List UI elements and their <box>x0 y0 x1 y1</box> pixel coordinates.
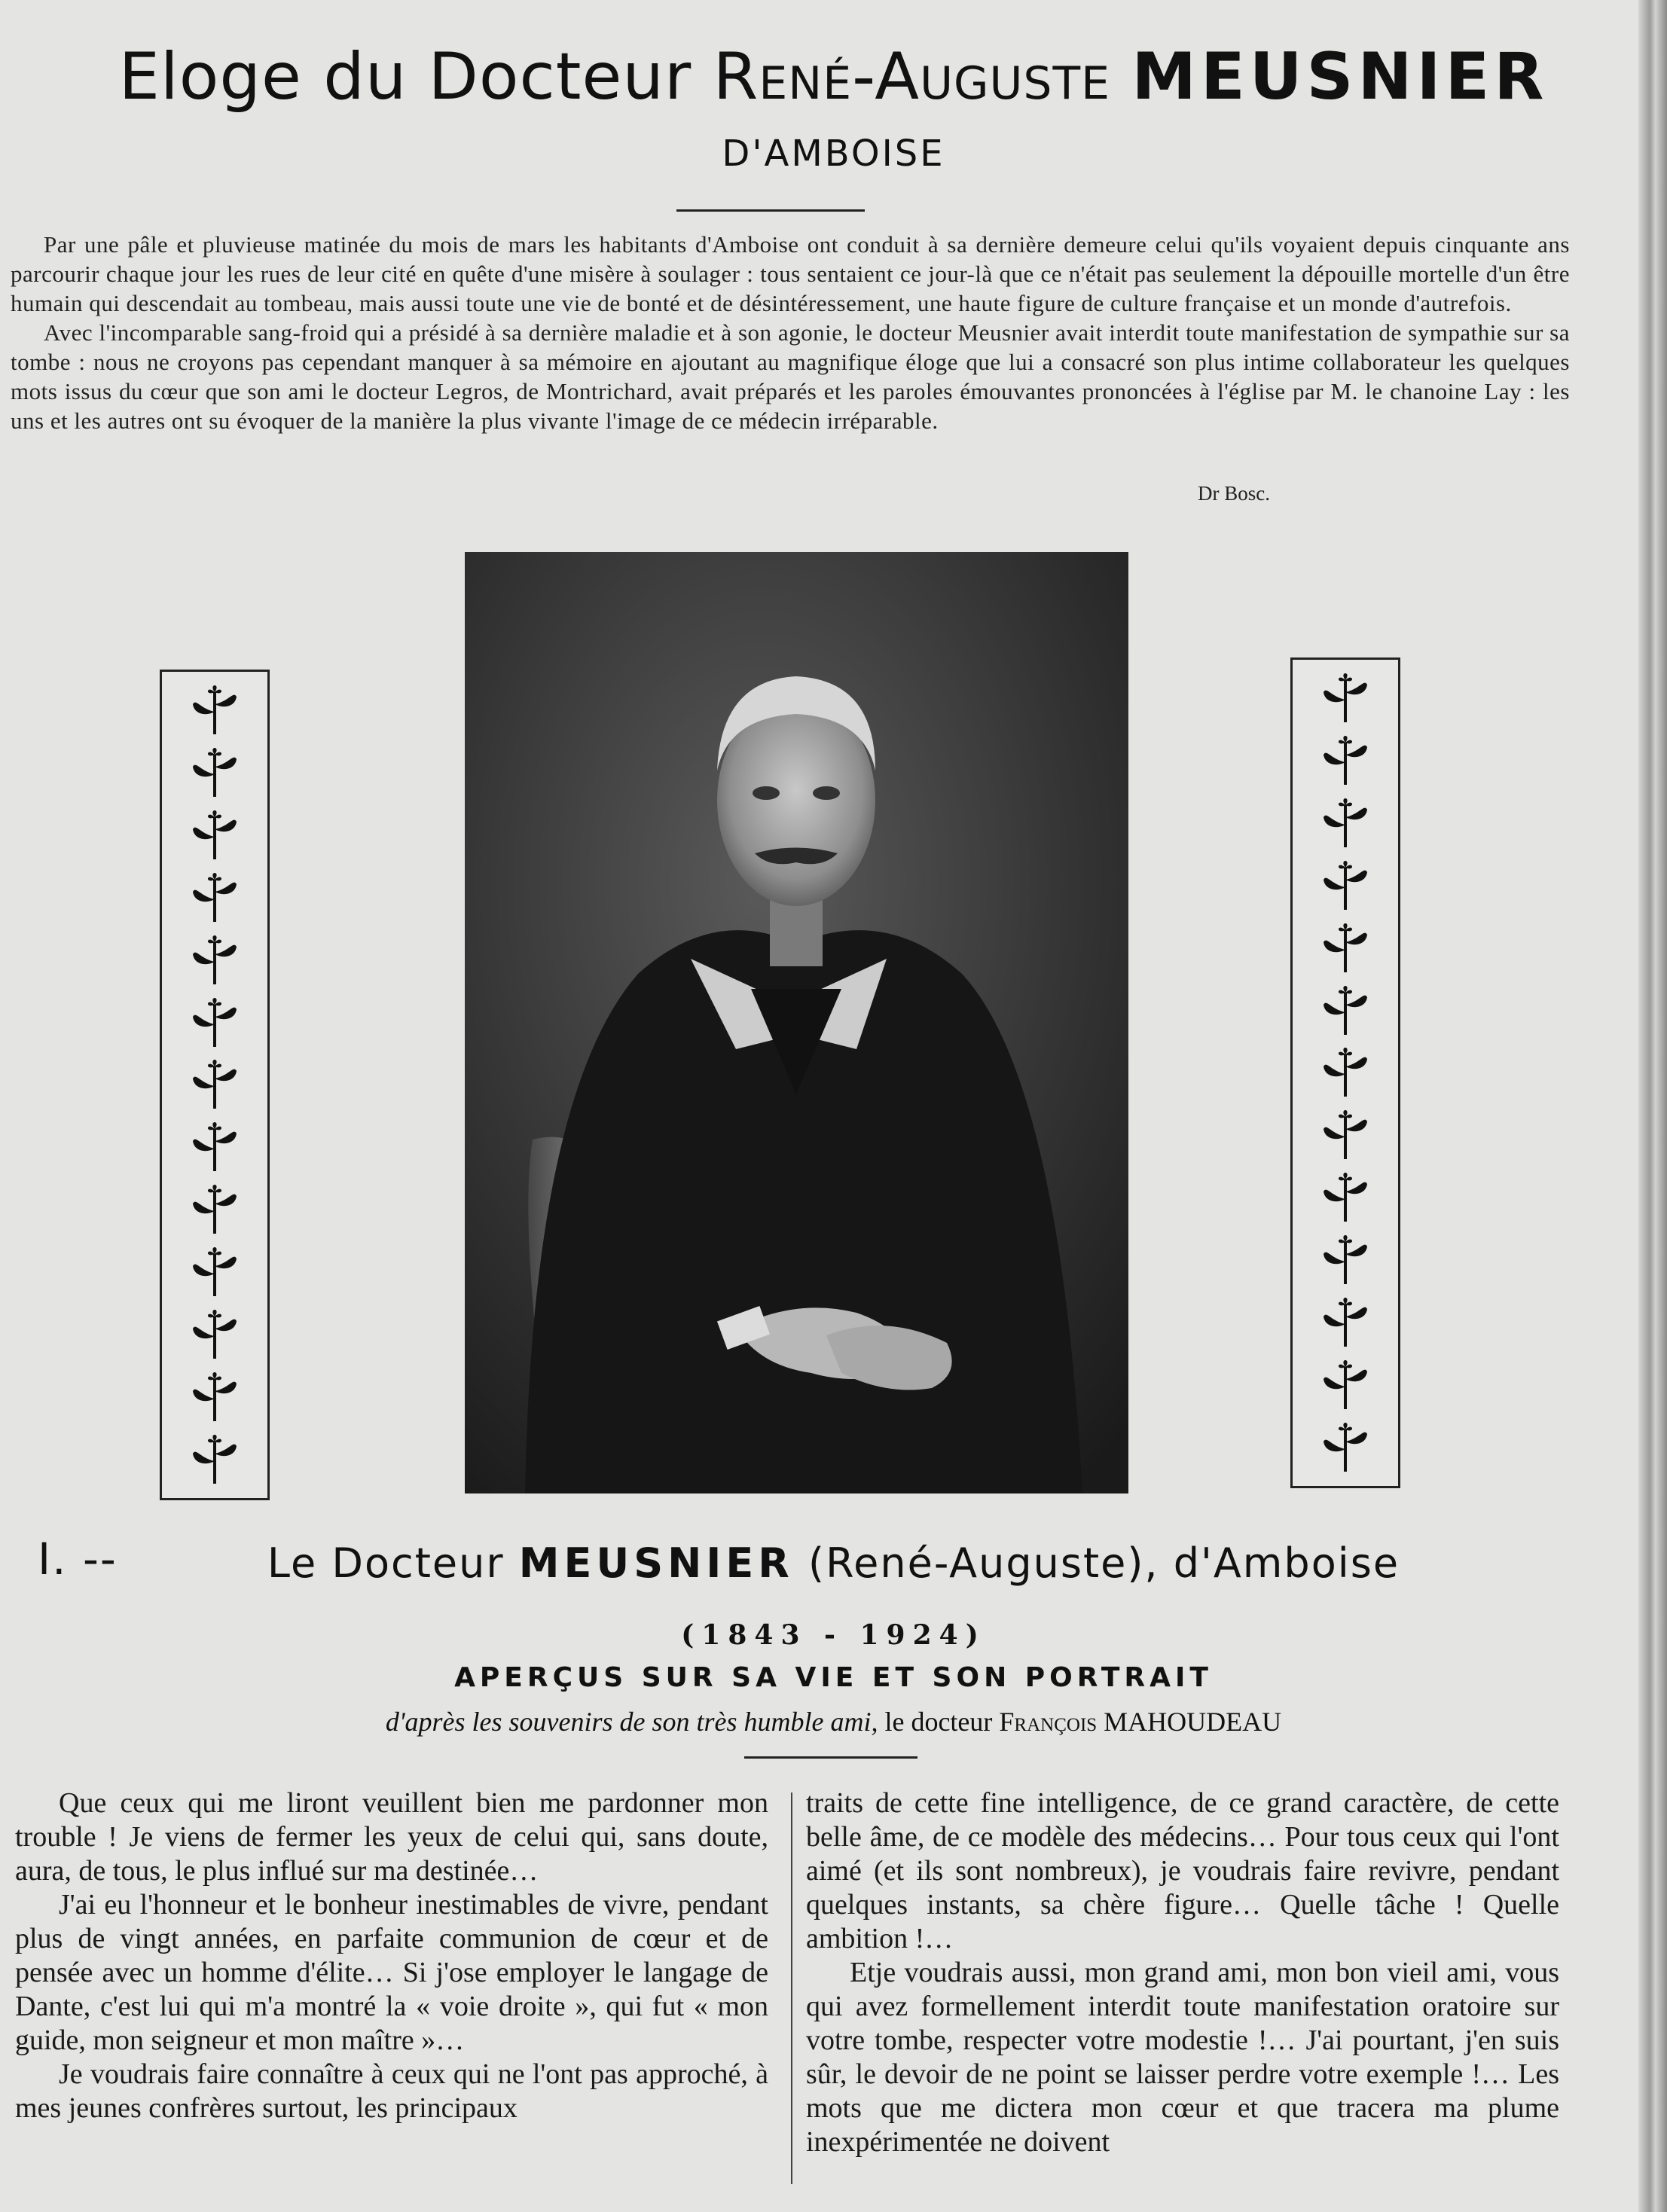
body-paragraph: Que ceux qui me liront veuillent bien me pardonner mon trouble ! Je viens de fermer les yeux de celui qui, sans doute, aura, de tous, le plus influé sur ma destinée… <box>15 1787 768 1887</box>
intro-text <box>11 230 1570 435</box>
leaf-sprig-icon <box>1316 920 1375 977</box>
leaf-sprig-icon <box>1316 670 1375 727</box>
byline-italic: d'après les souvenirs de son très humble ami, <box>385 1707 878 1737</box>
leaf-sprig-icon <box>185 1431 244 1488</box>
section-title-surname: MEUSNIER <box>518 1539 794 1587</box>
leaf-sprig-icon <box>1316 1356 1375 1414</box>
body-paragraph: Etje voudrais aussi, mon grand ami, mon bon vieil ami, vous qui avez formellement interdit toute manifestation oratoire sur votre tombe, respecter votre modestie !… J'ai pourtant, j'en suis sûr, le devoir de ne point se laisser perdre votre exemple !… Les mots que me dictera mon cœur et que tracera ma plume inexpérimentée ne doivent <box>806 1957 1559 2158</box>
leaf-sprig-icon <box>185 1243 244 1301</box>
leaf-sprig-icon <box>1316 982 1375 1039</box>
leaf-sprig-icon <box>185 994 244 1051</box>
body-column-right <box>806 1786 1559 2159</box>
title-divider <box>676 209 865 212</box>
leaf-sprig-icon <box>185 932 244 989</box>
section-title-suffix: (René-Auguste), d'Amboise <box>793 1539 1400 1587</box>
ornament-band-right <box>1290 657 1400 1488</box>
leaf-sprig-icon <box>1316 1106 1375 1164</box>
byline-plain: le docteur <box>878 1707 1000 1737</box>
ornament-band-left <box>160 670 270 1500</box>
page-subtitle: D'AMBOISE <box>722 133 945 175</box>
leaf-sprig-icon <box>185 807 244 864</box>
page-binding-edge <box>1638 0 1667 2212</box>
body-paragraph: J'ai eu l'honneur et le bonheur inestimables de vivre, pendant plus de vingt années, en parfaite communion de cœur et de pensée avec un homme d'élite… Si j'ose employer le langage de Dante, c'est lui qui m'a montré la « voie droite », qui fut « mon guide, mon seigneur et mon maître »… <box>15 1889 768 2056</box>
title-part-surname: MEUSNIER <box>1131 39 1549 114</box>
body-column-left <box>15 1786 768 2125</box>
section-title-prefix: Le Docteur <box>267 1539 519 1587</box>
intro-paragraph: Avec l'incomparable sang-froid qui a présidé à sa dernière maladie et à son agonie, le docteur Meusnier avait interdit toute manifestation de sympathie sur sa tombe : nous ne croyons pas cependant manquer à sa mémoire en ajoutant au magnifique éloge que lui a consacré son plus intime collaborateur les quelques mots issus du cœur que son ami le docteur Legros, de Montrichard, avait préparés et les paroles émouvantes prononcées à l'église par M. le chanoine Lay : les uns et les autres ont su évoquer de la manière la plus vivante l'image de ce médecin irréparable. <box>11 319 1570 434</box>
portrait-photo <box>465 552 1128 1493</box>
leaf-sprig-icon <box>1316 795 1375 852</box>
column-divider <box>791 1792 792 2184</box>
leaf-sprig-icon <box>1316 1294 1375 1351</box>
leaf-sprig-icon <box>185 1368 244 1426</box>
byline-first-name: François <box>999 1707 1098 1737</box>
body-paragraph: Je voudrais faire connaître à ceux qui ne l'ont pas approché, à mes jeunes confrères surtout, les principaux <box>15 2058 768 2124</box>
leaf-sprig-icon <box>1316 1419 1375 1476</box>
portrait-image <box>465 552 1128 1493</box>
intro-signature: Dr Bosc. <box>1198 482 1270 505</box>
section-divider <box>744 1756 917 1759</box>
leaf-sprig-icon <box>185 1306 244 1363</box>
leaf-sprig-icon <box>185 682 244 739</box>
leaf-sprig-icon <box>1316 732 1375 789</box>
leaf-sprig-icon <box>1316 1044 1375 1101</box>
life-dates: (1843 - 1924) <box>681 1619 986 1651</box>
section-number: I. -- <box>38 1533 118 1585</box>
leaf-sprig-icon <box>1316 1169 1375 1226</box>
byline-surname: MAHOUDEAU <box>1097 1707 1282 1737</box>
leaf-sprig-icon <box>1316 857 1375 914</box>
intro-paragraph: Par une pâle et pluvieuse matinée du mois de mars les habitants d'Amboise ont conduit à sa dernière demeure celui qu'ils voyaient depuis cinquante ans parcourir chaque jour les rues de leur cité en quête d'une misère à soulager : tous sentaient ce jour-là que ce n'était pas seulement la dépouille mortelle d'un être humain qui descendait au tombeau, mais aussi toute une vie de bonté et de désintéressement, une haute figure de culture française et un monde d'autrefois. <box>11 231 1570 316</box>
body-paragraph: traits de cette fine intelligence, de ce grand caractère, de cette belle âme, de ce modèle des médecins… Pour tous ceux qui l'ont aimé (et ils sont nombreux), je voudrais faire revivre, pendant quelques instants, sa chère figure… Quelle tâche ! Quelle ambition !… <box>806 1787 1559 1954</box>
leaf-sprig-icon <box>185 1118 244 1176</box>
leaf-sprig-icon <box>185 1056 244 1113</box>
section-heading: APERÇUS SUR SA VIE ET SON PORTRAIT <box>454 1662 1213 1693</box>
leaf-sprig-icon <box>185 744 244 801</box>
leaf-sprig-icon <box>185 1181 244 1238</box>
section-byline <box>0 1706 1667 1738</box>
leaf-sprig-icon <box>1316 1231 1375 1289</box>
page-title <box>0 39 1667 114</box>
section-title <box>0 1533 1667 1587</box>
title-part-prefix: Eloge du Docteur <box>118 39 713 114</box>
leaf-sprig-icon <box>185 869 244 926</box>
title-part-given-names: René-Auguste <box>713 39 1111 114</box>
